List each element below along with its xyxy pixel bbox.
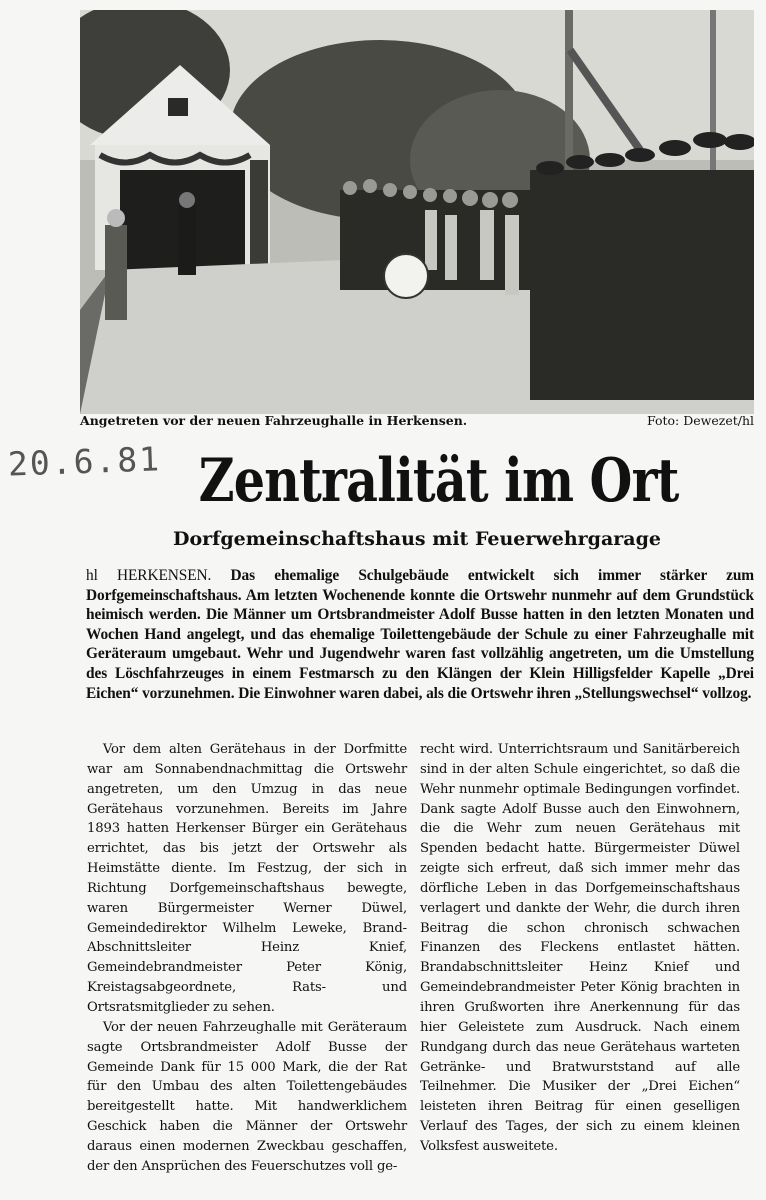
subheadline: Dorfgemeinschaftshaus mit Feuerwehrgarage	[173, 528, 661, 550]
body-column-2	[420, 740, 740, 1157]
caption-text: Angetreten vor der neuen Fahrzeughalle in Herkensen.	[80, 413, 468, 428]
dateline: hl HERKENSEN.	[86, 567, 212, 584]
lead-text: Das ehemalige Schulgebäude entwickelt sich immer stärker zum Dorfgemeinschaftshaus. Am letzten Wochenende konnte die Ortswehr nunmehr auf dem Grundstück heimisch werden. Die Männer um Ortsbrandmeister Adolf Busse hatten in den letzten Monaten und Wochen Hand angelegt, und das ehemalige Toilettengebäude der Schule zu einer Fahrzeughalle mit Geräteraum umgebaut. Wehr und Jugendwehr waren fast vollzählig angetreten, um die Umstellung des Löschfahrzeuges in einem Festmarsch zu den Klängen der Klein Hilligsfelder Kapelle „Drei Eichen“ vorzunehmen. Die Einwohner waren dabei, als die Ortswehr ihren „Stellungswechsel“ vollzog.	[86, 567, 754, 702]
photo-illustration	[80, 10, 754, 414]
body-column-1	[87, 740, 407, 1177]
headline: Zentralität im Ort	[198, 446, 679, 516]
lead-paragraph	[86, 566, 754, 703]
photo-caption	[80, 413, 754, 431]
photo-credit: Foto: Dewezet/hl	[646, 413, 754, 428]
body-paragraph: Vor der neuen Fahrzeughalle mit Geräteraum sagte Ortsbrandmeister Adolf Busse der Gemeinde Dank für 15 000 Mark, die der Rat für den Umbau des alten Toilettengebäudes bereitgestellt hatte. Mit handwerklichem Geschick haben die Männer der Ortswehr daraus einen modernen Zweckbau geschaffen, der den Ansprüchen des Feuerschutzes voll ge-	[87, 1019, 407, 1174]
handwritten-date: 20.6.81	[7, 439, 162, 484]
body-paragraph: Vor dem alten Gerätehaus in der Dorfmitte war am Sonnabendnachmittag die Ortswehr angetreten, um den Umzug in das neue Gerätehaus vorzunehmen. Bereits im Jahre 1893 hatten Herkenser Bürger ein Gerätehaus errichtet, das bis jetzt der Ortswehr als Heimstätte diente. Im Festzug, der sich in Richtung Dorfgemeinschaftshaus bewegte, waren Bürgermeister Werner Düwel, Gemeindedirektor Wilhelm Leweke, Brand-Abschnittsleiter Heinz Knief, Gemeindebrandmeister Peter König, Kreistagsabgeordnete, Rats- und Ortsratsmitglieder zu sehen.	[87, 742, 407, 1015]
news-photo	[80, 10, 754, 414]
body-paragraph: recht wird. Unterrichtsraum und Sanitärbereich sind in der alten Schule eingerichtet, so daß die Wehr nunmehr optimale Bedingungen vorfindet. Dank sagte Adolf Busse auch den Einwohnern, die die Wehr zum neuen Gerätehaus mit Spenden bedacht hatte. Bürgermeister Düwel zeigte sich erfreut, daß sich immer mehr das dörfliche Leben in das Dorfgemeinschaftshaus verlagert und dankte der Wehr, die durch ihren Beitrag die schon chronisch schwachen Finanzen des Fleckens entlastet hätten. Brandabschnittsleiter Heinz Knief und Gemeindebrandmeister Peter König brachten in ihren Grußworten ihre Anerkennung für das hier Geleistete zum Ausdruck. Nach einem Rundgang durch das neue Gerätehaus warteten Getränke- und Bratwurststand auf alle Teilnehmer. Die Musiker der „Drei Eichen“ leisteten ihren Beitrag für einen geselligen Verlauf des Tages, der sich zu einem kleinen Volksfest ausweitete.	[420, 742, 740, 1154]
